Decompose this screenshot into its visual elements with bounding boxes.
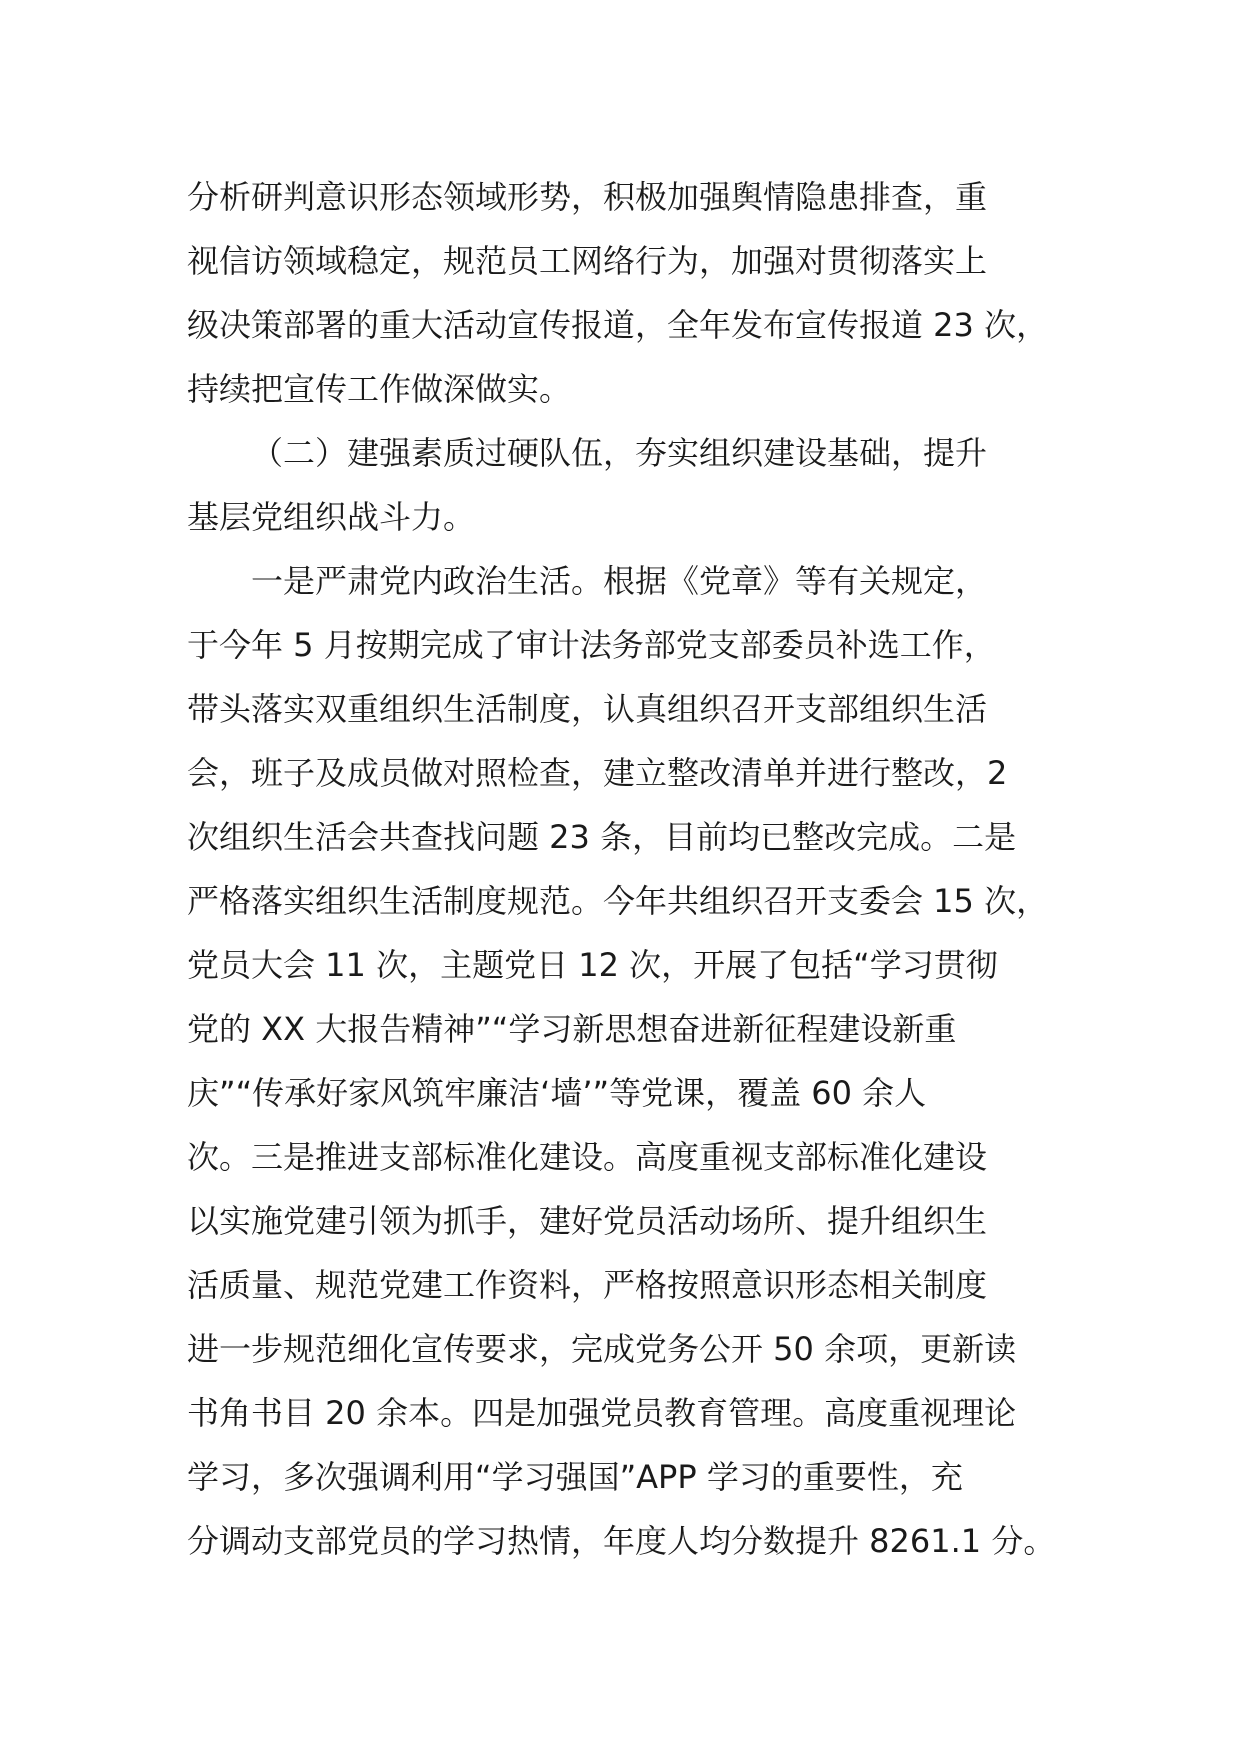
text-line: 分调动支部党员的学习热情，年度人均分数提升 8261.1 分。 xyxy=(187,1522,1056,1560)
text-line: 次组织生活会共查找问题 23 条，目前均已整改完成。二是 xyxy=(187,818,1017,856)
text-line: 党员大会 11 次，主题党日 12 次，开展了包括“学习贯彻 xyxy=(187,946,998,984)
text-line: 进一步规范细化宣传要求，完成党务公开 50 余项，更新读 xyxy=(187,1330,1017,1368)
text-line: 书角书目 20 余本。四是加强党员教育管理。高度重视理论 xyxy=(187,1394,1017,1432)
document-body xyxy=(187,165,1087,1573)
section-heading-line: （二）建强素质过硬队伍，夯实组织建设基础，提升 xyxy=(251,434,988,472)
text-line: 分析研判意识形态领域形势，积极加强舆情隐患排查，重 xyxy=(187,178,988,216)
text-line: 带头落实双重组织生活制度，认真组织召开支部组织生活 xyxy=(187,690,988,728)
text-line: 持续把宣传工作做深做实。 xyxy=(187,370,572,408)
text-line: 以实施党建引领为抓手，建好党员活动场所、提升组织生 xyxy=(187,1202,988,1240)
text-line: 于今年 5 月按期完成了审计法务部党支部委员补选工作， xyxy=(187,626,996,664)
text-line: 严格落实组织生活制度规范。今年共组织召开支委会 15 次， xyxy=(187,882,1049,920)
text-line: 学习，多次强调利用“学习强国”APP 学习的重要性，充 xyxy=(187,1458,963,1496)
text-line: 党的 XX 大报告精神”“学习新思想奋进新征程建设新重 xyxy=(187,1010,957,1048)
text-line: 一是严肃党内政治生活。根据《党章》等有关规定， xyxy=(251,562,988,600)
text-line: 次。三是推进支部标准化建设。高度重视支部标准化建设 xyxy=(187,1138,988,1176)
text-line: 级决策部署的重大活动宣传报道，全年发布宣传报道 23 次， xyxy=(187,306,1049,344)
text-line: 视信访领域稳定，规范员工网络行为，加强对贯彻落实上 xyxy=(187,242,988,280)
text-line: 活质量、规范党建工作资料，严格按照意识形态相关制度 xyxy=(187,1266,988,1304)
text-line: 会，班子及成员做对照检查，建立整改清单并进行整改，2 xyxy=(187,754,1008,792)
section-heading-line: 基层党组织战斗力。 xyxy=(187,498,476,536)
text-line: 庆”“传承好家风筑牢廉洁‘墙’”等党课，覆盖 60 余人 xyxy=(187,1074,927,1112)
